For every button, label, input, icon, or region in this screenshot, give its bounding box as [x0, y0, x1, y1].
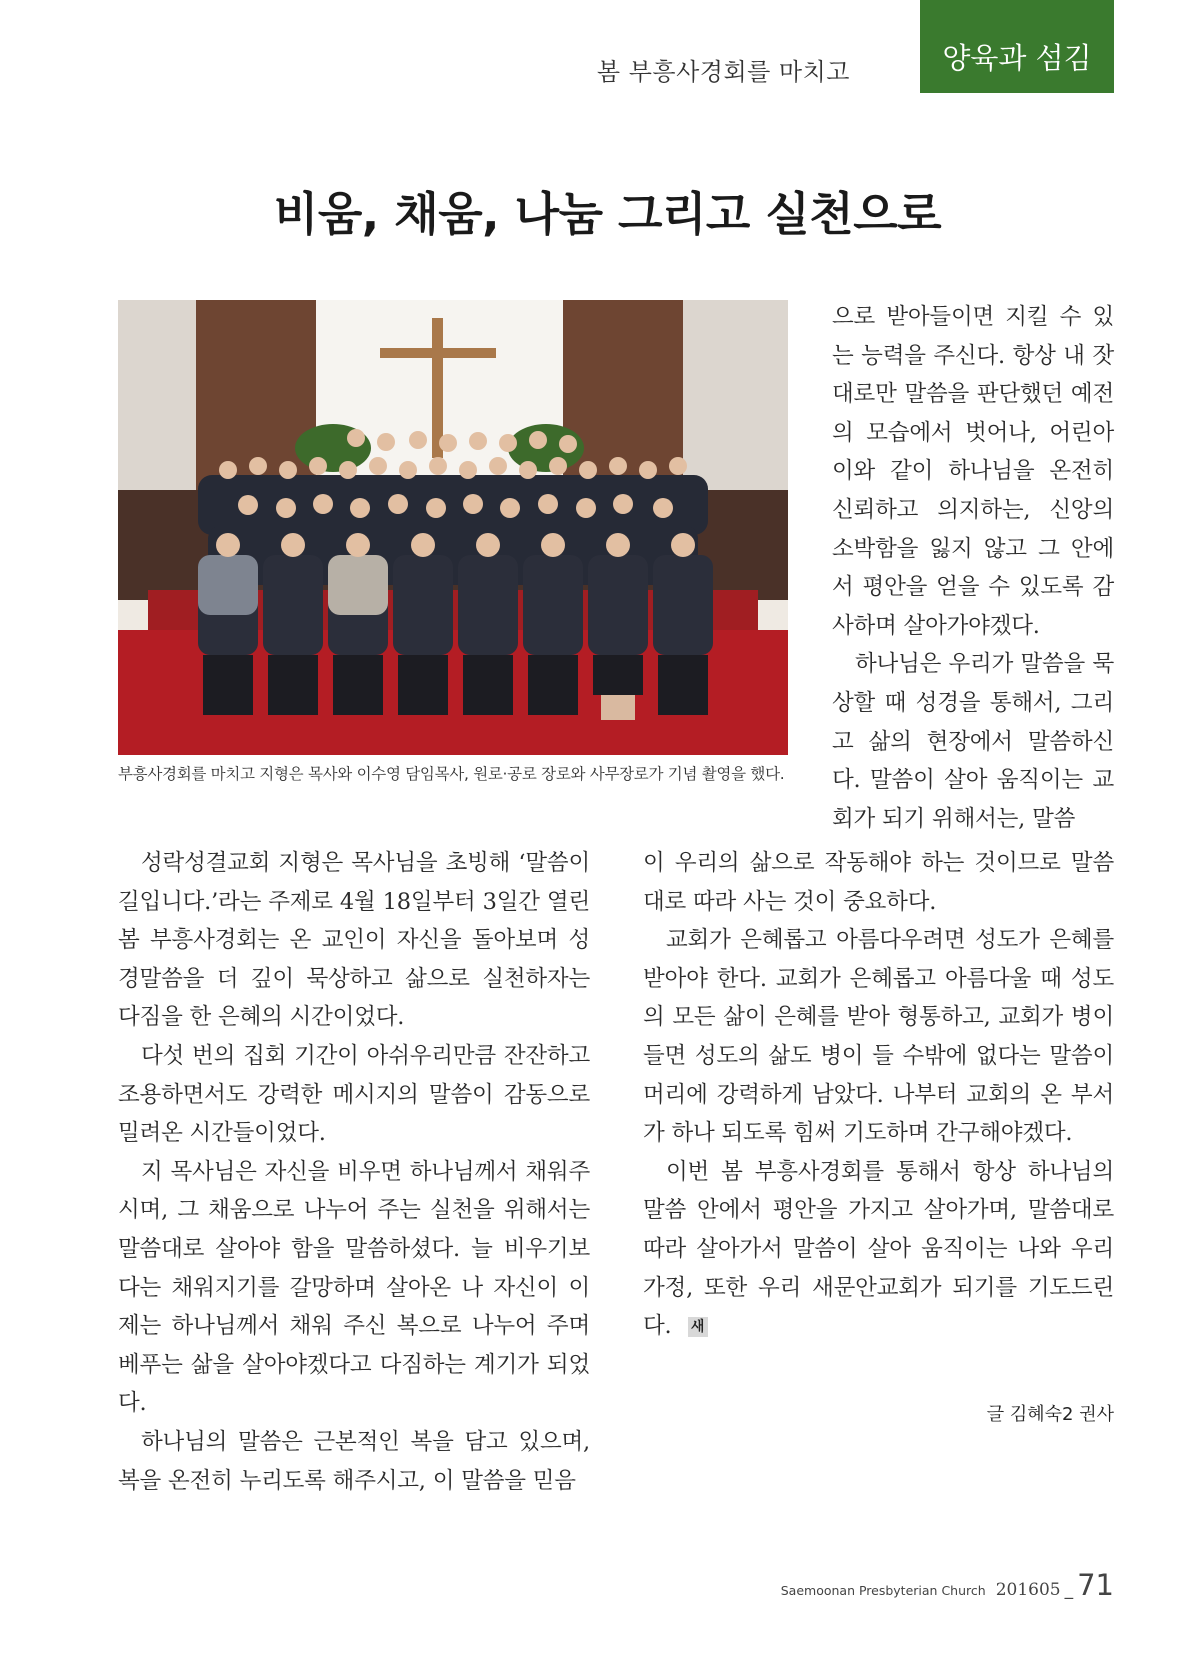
- issue-number: 201605: [995, 1580, 1061, 1600]
- byline: 글 김혜숙2 권사: [986, 1404, 1114, 1425]
- category-label: 양육과 섬김: [942, 41, 1092, 75]
- paragraph: 이 우리의 삶으로 작동해야 하는 것이므로 말씀대로 따라 사는 것이 중요하다.: [643, 850, 1114, 915]
- section-title: 봄 부흥사경회를 마치고: [596, 58, 850, 86]
- page-footer: [781, 1568, 1114, 1602]
- footer-separator: _: [1064, 1580, 1074, 1600]
- photo-caption: 부흥사경회를 마치고 지형은 목사와 이수영 담임목사, 원로·공로 장로와 사무장로가 기념 촬영을 했다.: [118, 765, 785, 783]
- paragraph: 교회가 은혜롭고 아름다우려면 성도가 은혜를 받아야 한다. 교회가 은혜롭고 아름다울 때 성도의 모든 삶이 은혜를 받아 형통하고, 교회가 병이 들면 성도의 삶도 병이 들 수밖에 없다는 말씀이 머리에 강력하게 남았다. 나부터 교회의 온 부서가 하나 되도록 힘써 기도하며 간구해야겠다.: [643, 927, 1114, 1147]
- end-mark-icon: 새: [688, 1317, 708, 1337]
- article-column-right-top: [832, 298, 1114, 838]
- paragraph: 으로 받아들이면 지킬 수 있는 능력을 주신다. 항상 내 잣대로만 말씀을 판단했던 예전의 모습에서 벗어나, 어린아이와 같이 하나님을 온전히 신뢰하고 의지하는, 신앙의 소박함을 잃지 않고 그 안에서 평안을 얻을 수 있도록 감사하며 살아가야겠다.: [832, 304, 1114, 639]
- group-photo: [118, 300, 788, 755]
- church-name: Saemoonan Presbyterian Church: [780, 1583, 986, 1598]
- category-tab: [920, 0, 1114, 93]
- article-column-left: [118, 844, 590, 1500]
- paragraph: 하나님은 우리가 말씀을 묵상할 때 성경을 통해서, 그리고 삶의 현장에서 말씀하신다. 말씀이 살아 움직이는 교회가 되기 위해서는, 말씀: [832, 651, 1114, 832]
- article-title: 비움, 채움, 나눔 그리고 실천으로: [273, 187, 942, 241]
- paragraph: 다섯 번의 집회 기간이 아쉬우리만큼 잔잔하고 조용하면서도 강력한 메시지의 말씀이 감동으로 밀려온 시간들이었다.: [118, 1042, 590, 1147]
- group-photo-illustration: [118, 300, 788, 755]
- paragraph: 성락성결교회 지형은 목사님을 초빙해 ‘말씀이 길입니다.’라는 주제로 4월 18일부터 3일간 열린 봄 부흥사경회는 온 교인이 자신을 돌아보며 성경말씀을 더 깊이 묵상하고 삶으로 실천하자는 다짐을 한 은혜의 시간이었다.: [118, 850, 590, 1031]
- paragraph: 지 목사님은 자신을 비우면 하나님께서 채워주시며, 그 채움으로 나누어 주는 실천을 위해서는 말씀대로 살아야 함을 말씀하셨다. 늘 비우기보다는 채워지기를 갈망하며 살아온 나 자신이 이제는 하나님께서 채워 주신 복으로 나누어 주며 베푸는 삶을 살아야겠다고 다짐하는 계기가 되었다.: [118, 1158, 590, 1417]
- paragraph: [643, 1153, 1114, 1346]
- paragraph: 하나님의 말씀은 근본적인 복을 담고 있으며, 복을 온전히 누리도록 해주시고, 이 말씀을 믿음: [118, 1428, 590, 1494]
- paragraph-text: 이번 봄 부흥사경회를 통해서 항상 하나님의 말씀 안에서 평안을 가지고 살아가며, 말씀대로 따라 살아가서 말씀이 살아 움직이는 나와 우리 가정, 또한 우리 새문안교회가 되기를 기도드린다.: [643, 1158, 1114, 1340]
- page-number: 71: [1077, 1568, 1114, 1602]
- article-column-right-bottom: [643, 844, 1114, 1346]
